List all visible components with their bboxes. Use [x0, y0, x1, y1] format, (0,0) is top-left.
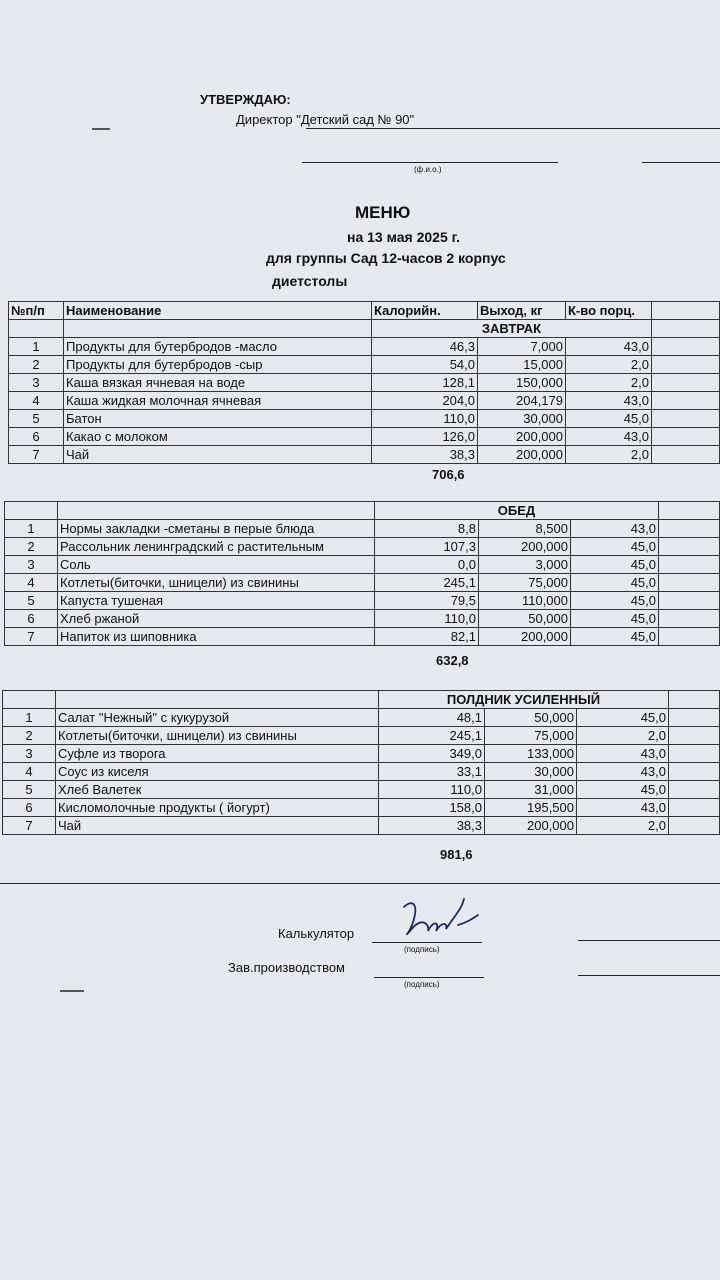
- yield-value: 133,000: [485, 745, 577, 763]
- col-header-num: №п/п: [9, 302, 64, 320]
- table-header-row: [9, 302, 720, 320]
- yield-value: 15,000: [478, 356, 566, 374]
- calories-value: 38,3: [372, 446, 478, 464]
- row-number: 7: [3, 817, 56, 835]
- col-header-calories: Калорийн.: [372, 302, 478, 320]
- yield-value: 3,000: [479, 556, 571, 574]
- table-cell-empty: [669, 727, 720, 745]
- table-row: [3, 817, 720, 835]
- yield-value: 204,179: [478, 392, 566, 410]
- production-name-line: [578, 975, 720, 976]
- calculator-name-line: [578, 940, 720, 941]
- table-row: [3, 709, 720, 727]
- portions-value: 43,0: [566, 428, 652, 446]
- table-row: [5, 592, 720, 610]
- bottom-rule: [0, 883, 720, 884]
- yield-value: 8,500: [479, 520, 571, 538]
- calculator-sign-note: (подпись): [404, 945, 440, 954]
- table-row: [3, 781, 720, 799]
- portions-value: 43,0: [577, 799, 669, 817]
- table-cell-empty: [669, 781, 720, 799]
- yield-value: 31,000: [485, 781, 577, 799]
- dish-name: Каша вязкая ячневая на воде: [64, 374, 372, 392]
- menu-diet: диетстолы: [272, 273, 348, 289]
- dish-name: Продукты для бутербродов -сыр: [64, 356, 372, 374]
- yield-value: 7,000: [478, 338, 566, 356]
- calories-value: 48,1: [379, 709, 485, 727]
- yield-value: 50,000: [479, 610, 571, 628]
- calories-value: 82,1: [375, 628, 479, 646]
- dish-name: Котлеты(биточки, шницели) из свинины: [56, 727, 379, 745]
- dish-name: Салат "Нежный" с кукурузой: [56, 709, 379, 727]
- portions-value: 2,0: [566, 446, 652, 464]
- calories-value: 107,3: [375, 538, 479, 556]
- portions-value: 2,0: [566, 374, 652, 392]
- table-cell-empty: [652, 392, 720, 410]
- section-title: ПОЛДНИК УСИЛЕННЫЙ: [379, 691, 669, 709]
- row-number: 6: [3, 799, 56, 817]
- row-number: 2: [3, 727, 56, 745]
- row-number: 6: [9, 428, 64, 446]
- table-row: [5, 538, 720, 556]
- calories-value: 8,8: [375, 520, 479, 538]
- section-title-row: [5, 502, 720, 520]
- table-cell-empty: [659, 538, 720, 556]
- table-cell-empty: [669, 763, 720, 781]
- dish-name: Чай: [56, 817, 379, 835]
- dish-name: Хлеб ржаной: [58, 610, 375, 628]
- director-line: [306, 128, 720, 129]
- table-row: [9, 410, 720, 428]
- row-number: 3: [9, 374, 64, 392]
- row-number: 6: [5, 610, 58, 628]
- row-number: 4: [9, 392, 64, 410]
- calories-value: 349,0: [379, 745, 485, 763]
- dish-name: Батон: [64, 410, 372, 428]
- yield-value: 200,000: [479, 628, 571, 646]
- portions-value: 45,0: [571, 628, 659, 646]
- dish-name: Хлеб Валетек: [56, 781, 379, 799]
- table-cell-empty: [659, 520, 720, 538]
- table-cell-empty: [659, 574, 720, 592]
- yield-value: 200,000: [478, 428, 566, 446]
- production-label: Зав.производством: [228, 960, 345, 975]
- scan-mark: [92, 128, 110, 130]
- table-row: [5, 556, 720, 574]
- portions-value: 45,0: [571, 556, 659, 574]
- table-row: [3, 727, 720, 745]
- calories-value: 128,1: [372, 374, 478, 392]
- fio-note: (ф.и.о.): [414, 165, 442, 174]
- dish-name: Нормы закладки -сметаны в перые блюда: [58, 520, 375, 538]
- calories-value: 245,1: [379, 727, 485, 745]
- table-cell-empty: [652, 374, 720, 392]
- dish-name: Рассольник ленинградский с растительным: [58, 538, 375, 556]
- production-sign-note: (подпись): [404, 980, 440, 989]
- row-number: 4: [3, 763, 56, 781]
- breakfast-total: 706,6: [432, 467, 465, 482]
- portions-value: 2,0: [566, 356, 652, 374]
- calories-value: 158,0: [379, 799, 485, 817]
- dish-name: Каша жидкая молочная ячневая: [64, 392, 372, 410]
- row-number: 5: [3, 781, 56, 799]
- table-cell-empty: [652, 410, 720, 428]
- snack-total: 981,6: [440, 847, 473, 862]
- table-row: [5, 610, 720, 628]
- menu-group: для группы Сад 12-часов 2 корпус: [266, 250, 506, 266]
- calories-value: 46,3: [372, 338, 478, 356]
- row-number: 4: [5, 574, 58, 592]
- dish-name: Капуста тушеная: [58, 592, 375, 610]
- portions-value: 45,0: [571, 592, 659, 610]
- yield-value: 200,000: [478, 446, 566, 464]
- calories-value: 54,0: [372, 356, 478, 374]
- portions-value: 45,0: [577, 781, 669, 799]
- table-cell-empty: [652, 428, 720, 446]
- dish-name: Продукты для бутербродов -масло: [64, 338, 372, 356]
- snack-table: [2, 690, 720, 835]
- row-number: 7: [9, 446, 64, 464]
- table-cell-empty: [659, 556, 720, 574]
- portions-value: 43,0: [571, 520, 659, 538]
- portions-value: 43,0: [566, 338, 652, 356]
- dish-name: Соус из киселя: [56, 763, 379, 781]
- fio-line-right: [642, 162, 720, 163]
- yield-value: 50,000: [485, 709, 577, 727]
- table-row: [9, 392, 720, 410]
- table-cell-empty: [652, 446, 720, 464]
- calories-value: 110,0: [372, 410, 478, 428]
- dish-name: Напиток из шиповника: [58, 628, 375, 646]
- signature-icon: [400, 895, 480, 945]
- section-title: ОБЕД: [375, 502, 659, 520]
- table-row: [5, 520, 720, 538]
- lunch-table: [4, 501, 720, 646]
- calories-value: 110,0: [375, 610, 479, 628]
- dish-name: Соль: [58, 556, 375, 574]
- portions-value: 45,0: [571, 538, 659, 556]
- breakfast-rows: [9, 338, 720, 464]
- snack-rows: [3, 709, 720, 835]
- section-title-row: [3, 691, 720, 709]
- lunch-rows: [5, 520, 720, 646]
- calories-value: 204,0: [372, 392, 478, 410]
- row-number: 5: [5, 592, 58, 610]
- portions-value: 45,0: [571, 574, 659, 592]
- section-title: ЗАВТРАК: [372, 320, 652, 338]
- table-cell-empty: [669, 817, 720, 835]
- table-cell-empty: [659, 628, 720, 646]
- lunch-total: 632,8: [436, 653, 469, 668]
- table-row: [9, 428, 720, 446]
- dish-name: Кисломолочные продукты ( йогурт): [56, 799, 379, 817]
- row-number: 1: [3, 709, 56, 727]
- portions-value: 43,0: [577, 763, 669, 781]
- portions-value: 43,0: [577, 745, 669, 763]
- dish-name: Суфле из творога: [56, 745, 379, 763]
- calories-value: 79,5: [375, 592, 479, 610]
- table-row: [5, 628, 720, 646]
- portions-value: 43,0: [566, 392, 652, 410]
- calculator-label: Калькулятор: [278, 926, 355, 941]
- menu-date: на 13 мая 2025 г.: [347, 229, 460, 245]
- table-cell-empty: [659, 592, 720, 610]
- section-title-row: [9, 320, 720, 338]
- portions-value: 45,0: [571, 610, 659, 628]
- yield-value: 200,000: [485, 817, 577, 835]
- row-number: 3: [3, 745, 56, 763]
- table-cell-empty: [659, 610, 720, 628]
- yield-value: 110,000: [479, 592, 571, 610]
- table-row: [3, 763, 720, 781]
- row-number: 2: [5, 538, 58, 556]
- table-row: [3, 799, 720, 817]
- row-number: 5: [9, 410, 64, 428]
- dish-name: Какао с молоком: [64, 428, 372, 446]
- portions-value: 2,0: [577, 727, 669, 745]
- table-row: [5, 574, 720, 592]
- yield-value: 75,000: [485, 727, 577, 745]
- yield-value: 30,000: [485, 763, 577, 781]
- calories-value: 38,3: [379, 817, 485, 835]
- calories-value: 0,0: [375, 556, 479, 574]
- table-cell-empty: [652, 356, 720, 374]
- yield-value: 30,000: [478, 410, 566, 428]
- yield-value: 200,000: [479, 538, 571, 556]
- col-header-name: Наименование: [64, 302, 372, 320]
- yield-value: 195,500: [485, 799, 577, 817]
- table-cell-empty: [669, 799, 720, 817]
- table-cell-empty: [652, 338, 720, 356]
- yield-value: 75,000: [479, 574, 571, 592]
- table-row: [9, 374, 720, 392]
- portions-value: 45,0: [577, 709, 669, 727]
- calories-value: 126,0: [372, 428, 478, 446]
- table-row: [9, 446, 720, 464]
- dish-name: Котлеты(биточки, шницели) из свинины: [58, 574, 375, 592]
- approve-label: УТВЕРЖДАЮ:: [200, 92, 291, 107]
- table-cell-empty: [669, 709, 720, 727]
- portions-value: 45,0: [566, 410, 652, 428]
- col-header-yield: Выход, кг: [478, 302, 566, 320]
- calories-value: 110,0: [379, 781, 485, 799]
- director-label: Директор "Детский сад № 90": [236, 112, 415, 127]
- scan-mark: [60, 990, 84, 992]
- table-row: [3, 745, 720, 763]
- table-row: [9, 356, 720, 374]
- calories-value: 245,1: [375, 574, 479, 592]
- production-sign-line: [374, 977, 484, 978]
- yield-value: 150,000: [478, 374, 566, 392]
- dish-name: Чай: [64, 446, 372, 464]
- table-row: [9, 338, 720, 356]
- col-header-portions: К-во порц.: [566, 302, 652, 320]
- menu-title: МЕНЮ: [355, 203, 411, 222]
- row-number: 2: [9, 356, 64, 374]
- breakfast-table: [8, 301, 720, 464]
- portions-value: 2,0: [577, 817, 669, 835]
- fio-line: [302, 162, 558, 163]
- row-number: 7: [5, 628, 58, 646]
- row-number: 1: [9, 338, 64, 356]
- row-number: 1: [5, 520, 58, 538]
- row-number: 3: [5, 556, 58, 574]
- table-cell-empty: [669, 745, 720, 763]
- calories-value: 33,1: [379, 763, 485, 781]
